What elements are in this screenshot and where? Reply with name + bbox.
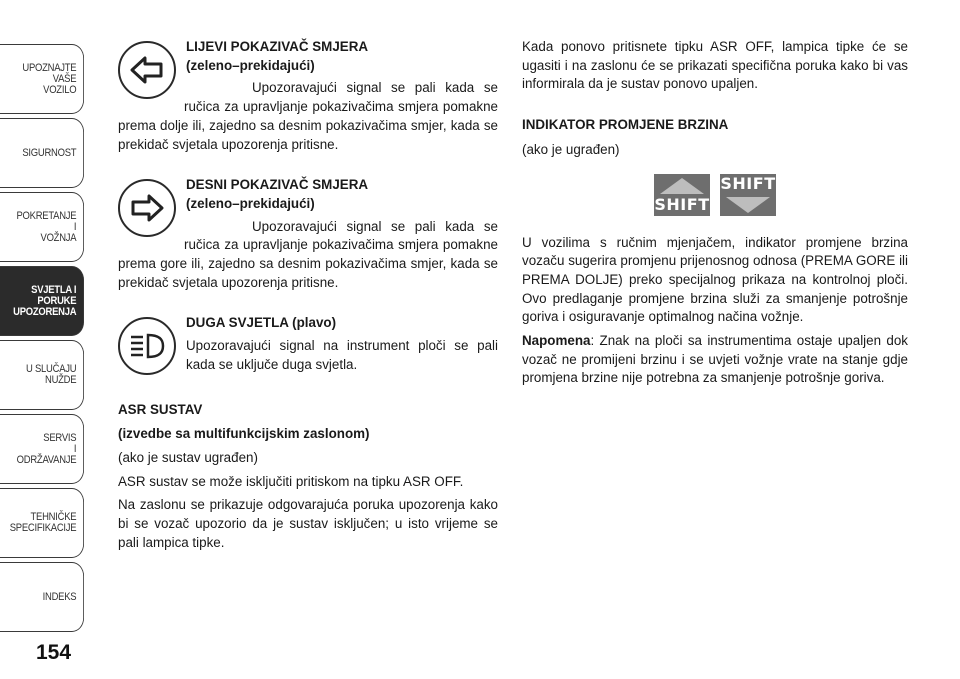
tab-tehnicke-specifikacije[interactable] xyxy=(0,488,84,558)
page-number: 154 xyxy=(36,641,72,664)
high-beam-icon xyxy=(118,317,176,375)
right-indicator-section xyxy=(118,176,498,292)
tab-svjetla-i-poruke-upozorenja[interactable] xyxy=(0,266,84,336)
left-indicator-section xyxy=(118,38,498,154)
tab-label: SERVIS I ODRŽAVANJE xyxy=(16,431,77,466)
tab-label: POKRETANJE I VOŽNJA xyxy=(16,209,77,244)
tab-label: UPOZNAJTE VAŠE VOZILO xyxy=(22,61,77,96)
gear-shift-remark xyxy=(522,332,908,388)
left-column xyxy=(118,38,498,557)
left-indicator-body: Upozoravajući signal se pali kada se ručica za upravljanje pokazivačima smjera pomakne prema dolje ili, zajedno sa desnim pokazivačima smjer, kada se prekidač svjetala upozorenja pritisne. xyxy=(118,80,498,152)
tab-label: TEHNIČKE SPECIFIKACIJE xyxy=(9,511,77,534)
shift-indicator-images xyxy=(522,174,908,216)
shift-up-icon xyxy=(654,174,710,216)
right-column xyxy=(522,38,908,393)
tab-label: INDEKS xyxy=(42,590,77,603)
asr-paragraph-2: Na zaslonu se prikazuje odgovarajuća poruka upozorenja kako bi se vozač upozorio da je sustav isključen; u isto vrijeme se pali lampica tipke. xyxy=(118,497,498,550)
right-indicator-title: DESNI POKAZIVAČ SMJERA xyxy=(186,177,369,193)
tab-label: SVJETLA I PORUKE UPOZORENJA xyxy=(13,283,77,318)
high-beam-body: Upozoravajući signal na instrument ploči se pali kada se uključe duga svjetla. xyxy=(186,338,498,372)
tab-indeks[interactable] xyxy=(0,562,84,632)
remark-label: Napomena xyxy=(522,333,591,349)
remark-text: : Znak na ploči sa instrumentima ostaje upaljen dok vozač ne promijeni brzinu i se uvjeti vožnje vrate na stanje gdje promjena brzine nije potrebna za smanjenje potrošnje goriva. xyxy=(522,333,908,386)
gear-shift-heading: INDIKATOR PROMJENE BRZINA xyxy=(522,117,729,133)
high-beam-section xyxy=(118,314,498,379)
tab-u-slucaju-nuzde[interactable] xyxy=(0,340,84,410)
asr-section xyxy=(118,401,498,552)
tab-upoznajte-vase-vozilo[interactable] xyxy=(0,44,84,114)
arrow-right-icon xyxy=(118,179,176,237)
tab-label: U SLUČAJU NUŽDE xyxy=(26,363,77,386)
arrow-left-icon xyxy=(118,41,176,99)
section-tabs xyxy=(0,0,104,679)
gear-shift-note: (ako je ugrađen) xyxy=(522,141,620,157)
tab-label: SIGURNOST xyxy=(22,146,77,159)
tab-servis-i-odrzavanje[interactable] xyxy=(0,414,84,484)
high-beam-title: DUGA SVJETLA (plavo) xyxy=(186,315,337,331)
left-indicator-title: LIJEVI POKAZIVAČ SMJERA xyxy=(186,39,369,54)
asr-note: (ako je sustav ugrađen) xyxy=(118,449,258,465)
shift-down-label: SHIFT xyxy=(720,173,776,193)
tab-pokretanje-i-voznja[interactable] xyxy=(0,192,84,262)
shift-up-label: SHIFT xyxy=(654,194,710,214)
asr-heading: ASR SUSTAV xyxy=(118,402,203,418)
gear-shift-paragraph: U vozilima s ručnim mjenjačem, indikator promjene brzina vozaču sugerira promjenu prijenosnog odnosa (PREMA GORE ili PREMA DOLJE) preko specijalnog prikaza na kontrolnoj ploči. Ovo predlaganje promjene brzina služi za smanjenje potrošnje goriva i osiguravanje optimalnog načina vožnje. xyxy=(522,234,908,325)
right-indicator-subtitle: (zeleno–prekidajući) xyxy=(186,195,315,211)
right-indicator-body: Upozoravajući signal se pali kada se ručica za upravljanje pokazivačima smjera pomakne prema gore ili, zajedno sa desnim pokazivačima smjer, kada se prekidač svjetala upozorenja pritisne. xyxy=(118,218,498,290)
left-indicator-subtitle: (zeleno–prekidajući) xyxy=(186,57,315,73)
asr-paragraph-1: ASR sustav se može isključiti pritiskom na tipku ASR OFF. xyxy=(118,473,464,489)
shift-down-icon xyxy=(720,174,776,216)
asr-continued-paragraph: Kada ponovo pritisnete tipku ASR OFF, lampica tipke će se ugasiti i na zaslonu će se prikazati specifična poruka kako bi vas informirala da je sustav ponovo upaljen. xyxy=(522,39,908,92)
tab-sigurnost[interactable] xyxy=(0,118,84,188)
asr-subheading: (izvedbe sa multifunkcijskim zaslonom) xyxy=(118,426,370,442)
